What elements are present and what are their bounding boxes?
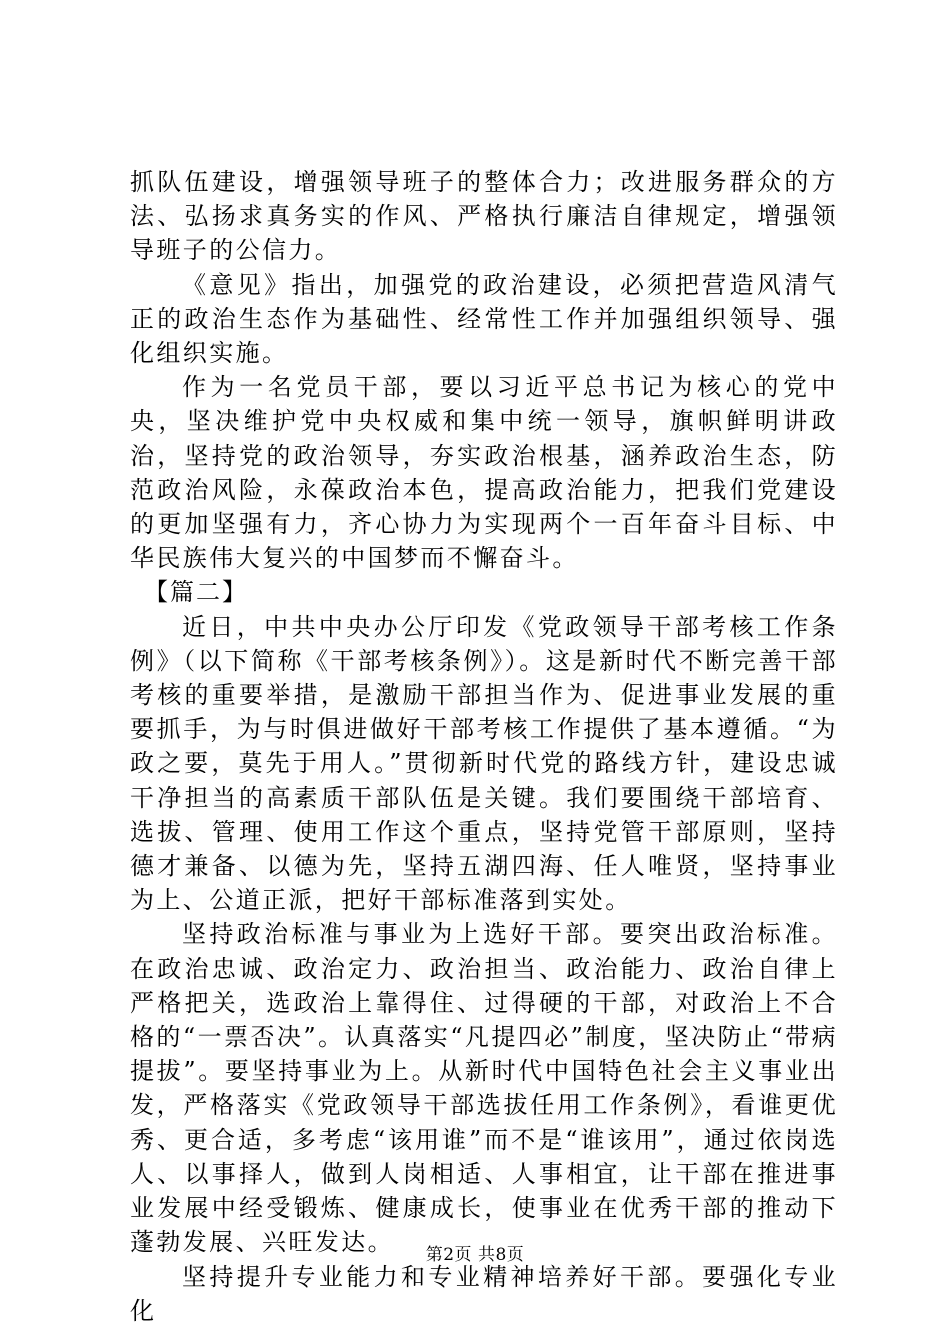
paragraph: 坚持提升专业能力和专业精神培养好干部。要强化专业化	[130, 1262, 838, 1325]
paragraph: 作为一名党员干部，要以习近平总书记为核心的党中央，坚决维护党中央权威和集中统一领导，旗帜鲜明讲政治，坚持党的政治领导，夯实政治根基，涵养政治生态，防范政治风险，永葆政治本色，提高政治能力，把我们党建设的更加坚强有力，齐心协力为实现两个一百年奋斗目标、中华民族伟大复兴的中国梦而不懈奋斗。	[130, 373, 838, 573]
paragraph: 抓队伍建设，增强领导班子的整体合力；改进服务群众的方法、弘扬求真务实的作风、严格执行廉洁自律规定，增强领导班子的公信力。	[130, 168, 838, 265]
document-body	[130, 165, 838, 1328]
paragraph: 坚持政治标准与事业为上选好干部。要突出政治标准。在政治忠诚、政治定力、政治担当、政治能力、政治自律上严格把关，选政治上靠得住、过得硬的干部，对政治上不合格的“一票否决”。认真落实“凡提四必”制度，坚决防止“带病提拔”。要坚持事业为上。从新时代中国特色社会主义事业出发，严格落实《党政领导干部选拔任用工作条例》，看谁更优秀、更合适，多考虑“该用谁”而不是“谁该用”，通过依岗选人、以事择人，做到人岗相适、人事相宜，让干部在推进事业发展中经受锻炼、健康成长，使事业在优秀干部的推动下蓬勃发展、兴旺发达。	[130, 920, 838, 1257]
paragraph: 近日，中共中央办公厅印发《党政领导干部考核工作条例》（以下简称《干部考核条例》）。这是新时代不断完善干部考核的重要举措，是激励干部担当作为、促进事业发展的重要抓手，为与时俱进做好干部考核工作提供了基本遵循。“为政之要，莫先于用人。”贯彻新时代党的路线方针，建设忠诚干净担当的高素质干部队伍是关键。我们要围绕干部培育、选拔、管理、使用工作这个重点，坚持党管干部原则，坚持德才兼备、以德为先，坚持五湖四海、任人唯贤，坚持事业为上、公道正派，把好干部标准落到实处。	[130, 612, 838, 915]
section-heading: 【篇二】	[144, 578, 248, 607]
paragraph: 《意见》指出，加强党的政治建设，必须把营造风清气正的政治生态作为基础性、经常性工作并加强组织领导、强化组织实施。	[130, 270, 838, 368]
page-number-footer: 第2页 共8页	[425, 1245, 525, 1265]
